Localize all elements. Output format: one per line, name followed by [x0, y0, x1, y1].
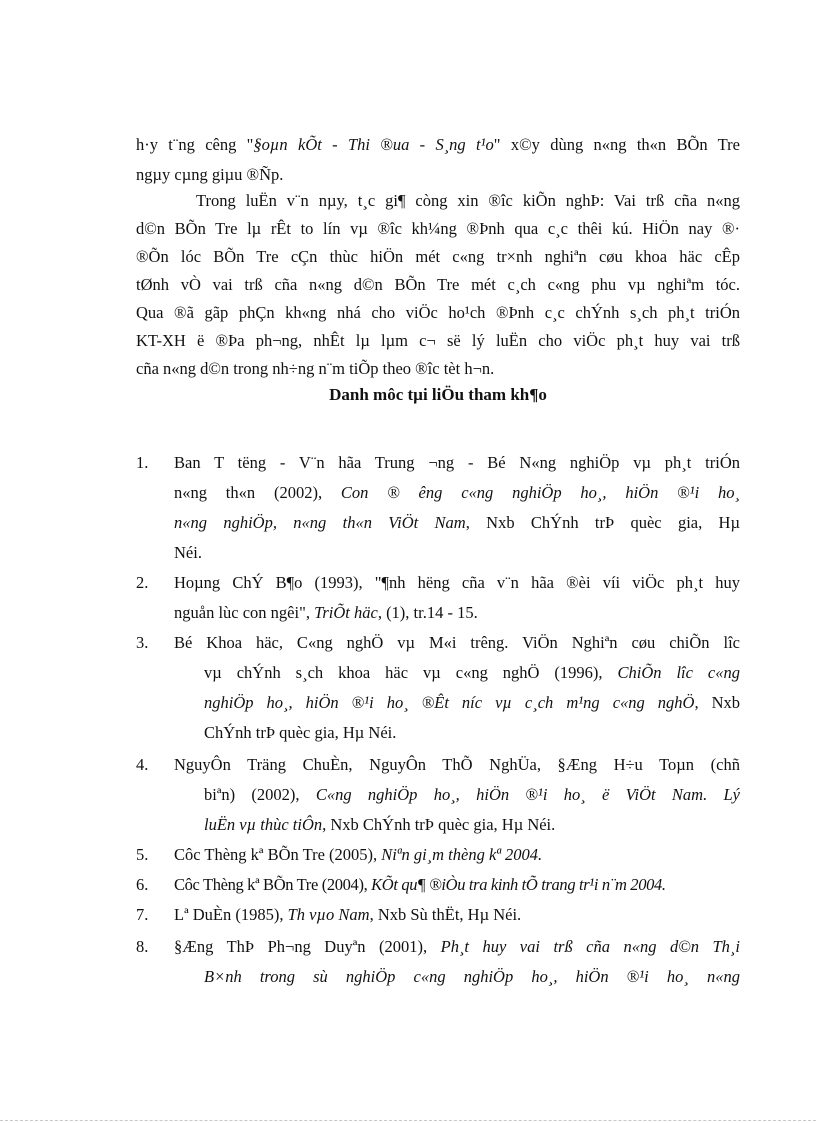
text-run: §Æng ThÞ Ph¬ng Duyªn (2001), [174, 937, 441, 956]
reference-1-line-2 [174, 482, 740, 504]
reference-number: 6. [136, 875, 149, 894]
text-run: Lª DuÈn (1985), [174, 905, 288, 924]
text-run: n«ng th«n (2002), [174, 483, 341, 502]
reference-2-line-1 [174, 572, 740, 594]
text-run: Côc Thèng kª BÕn Tre (2004), [174, 875, 372, 894]
references-title: Danh môc tµi liÖu tham kh¶o [329, 385, 547, 404]
text-run-italic: Con ® êng c«ng nghiÖp ho¸, hiÖn ®¹i ho¸ [340, 483, 740, 502]
reference-5-line-1 [174, 844, 740, 866]
reference-number: 3. [136, 633, 149, 652]
text-run: cña n«ng d©n trong nh÷ng n¨m tiÕp theo ®îc tèt h¬n. [136, 359, 495, 378]
reference-8-line-1 [174, 936, 740, 958]
text-run-italic: ChiÕn lîc c«ng [617, 663, 740, 682]
paragraph-2-line-1 [196, 190, 740, 212]
paragraph-2-line-6 [136, 330, 740, 352]
page-bottom-divider [0, 1120, 816, 1121]
text-run: , Nxb [694, 693, 740, 712]
text-run: KT-XH ë ®Þa ph¬ng, nhÊt lµ lµm c¬ së lý luËn cho viÖc ph¸t huy vai trß [136, 331, 740, 350]
text-run-italic: KÕt qu¶ ®iÒu tra kinh tÕ trang tr¹i n¨m 2004. [371, 875, 666, 894]
reference-number: 4. [136, 755, 149, 774]
text-run: tØnh vÒ vai trß cña n«ng d©n BÕn Tre mét c¸ch c«ng phu vµ nghiªm tóc. [136, 275, 740, 294]
reference-1-line-3 [174, 512, 740, 534]
text-run-italic: luËn vµ thùc tiÔn [204, 815, 323, 834]
paragraph-2-line-2 [136, 218, 740, 240]
text-run-italic: TriÕt häc [314, 603, 378, 622]
reference-1-line-4 [174, 542, 740, 564]
reference-3-line-1 [174, 632, 740, 654]
reference-4-line-1 [174, 754, 740, 776]
text-run-italic: nghiÖp ho¸, hiÖn ®¹i ho¸ ®Êt níc vµ c¸ch m¹ng c«ng nghÖ [204, 693, 695, 712]
reference-3-line-2 [204, 662, 740, 684]
text-run: biªn) (2002), [204, 785, 316, 804]
text-run: Côc Thèng kª BÕn Tre (2005), [174, 845, 382, 864]
text-run: " x©y dùng n«ng th«n BÕn Tre [493, 135, 740, 154]
text-run: nguån lùc con ngêi", [174, 603, 315, 622]
reference-8-line-2 [204, 966, 740, 988]
text-run: Hoµng ChÝ B¶o (1993), "¶nh hëng cña v¨n hãa ®èi víi viÖc ph¸t huy [174, 573, 740, 592]
reference-4-line-3 [204, 814, 740, 836]
reference-number: 5. [136, 845, 149, 864]
text-run: h·y t¨ng cêng " [136, 135, 254, 154]
text-run: , Nxb ChÝnh trÞ quèc gia, Hµ [465, 513, 740, 532]
text-run: d©n BÕn Tre lµ rÊt to lín vµ ®îc kh¼ng ®Þnh qua c¸c thêi kú. HiÖn nay ®· [136, 219, 740, 238]
paragraph-2-line-7 [136, 358, 740, 380]
text-run-italic: Th vµo Nam [287, 905, 370, 924]
text-run: Néi. [174, 543, 202, 562]
text-run-italic: Niªn gi¸m thèng kª 2004. [381, 845, 543, 864]
paragraph-1-line-1 [136, 134, 740, 156]
text-run: ngµy cµng giµu ®Ñp. [136, 165, 284, 184]
reference-4-line-2 [204, 784, 740, 806]
reference-number: 1. [136, 453, 149, 472]
text-run: Ban T tëng - V¨n hãa Trung ¬ng - Bé N«ng nghiÖp vµ ph¸t triÓn [174, 453, 740, 472]
text-run-italic: §oµn kÕt - Thi ®ua - S¸ng t¹o [253, 135, 494, 154]
reference-2-line-2 [174, 602, 740, 624]
paragraph-2-line-5 [136, 302, 740, 324]
text-run: NguyÔn Träng ChuÈn, NguyÔn ThÕ NghÜa, §Æng H÷u Toµn (chñ [174, 755, 740, 774]
text-run: , Nxb Sù thËt, Hµ Néi. [369, 905, 522, 924]
text-run: ChÝnh trÞ quèc gia, Hµ Néi. [204, 723, 397, 742]
reference-6-line-1 [174, 874, 740, 896]
reference-3-line-4 [204, 722, 740, 744]
text-run: ®Õn lóc BÕn Tre cÇn thùc hiÖn mét c«ng tr×nh nghiªn cøu khoa häc cÊp [136, 247, 740, 266]
paragraph-2-line-3 [136, 246, 740, 268]
reference-7-line-1 [174, 904, 740, 926]
text-run: vµ chÝnh s¸ch khoa häc vµ c«ng nghÖ (1996), [204, 663, 618, 682]
text-run: Qua ®ã gãp phÇn kh«ng nhá cho viÖc ho¹ch ®Þnh c¸c chÝnh s¸ch ph¸t triÓn [136, 303, 740, 322]
text-run: , Nxb ChÝnh trÞ quèc gia, Hµ Néi. [322, 815, 556, 834]
reference-number: 8. [136, 937, 149, 956]
text-run-italic: C«ng nghiÖp ho¸, hiÖn ®¹i ho¸ ë ViÖt Nam. Lý [315, 785, 740, 804]
text-run-italic: Ph¸t huy vai trß cña n«ng d©n Th¸i [440, 937, 740, 956]
paragraph-1-line-2 [136, 164, 740, 186]
text-run: , (1), tr.14 - 15. [377, 603, 478, 622]
reference-number: 7. [136, 905, 149, 924]
text-run-italic: B×nh trong sù nghiÖp c«ng nghiÖp ho¸, hiÖn ®¹i ho¸ n«ng [204, 967, 740, 986]
text-run: Bé Khoa häc, C«ng nghÖ vµ M«i trêng. ViÖn Nghiªn cøu chiÕn lîc [174, 633, 740, 652]
reference-number: 2. [136, 573, 149, 592]
text-run-italic: n«ng nghiÖp, n«ng th«n ViÖt Nam [174, 513, 466, 532]
reference-1-line-1 [174, 452, 740, 474]
reference-3-line-3 [204, 692, 740, 714]
text-run: Trong luËn v¨n nµy, t¸c gi¶ còng xin ®îc kiÕn nghÞ: Vai trß cña n«ng [196, 191, 740, 210]
paragraph-2-line-4 [136, 274, 740, 296]
